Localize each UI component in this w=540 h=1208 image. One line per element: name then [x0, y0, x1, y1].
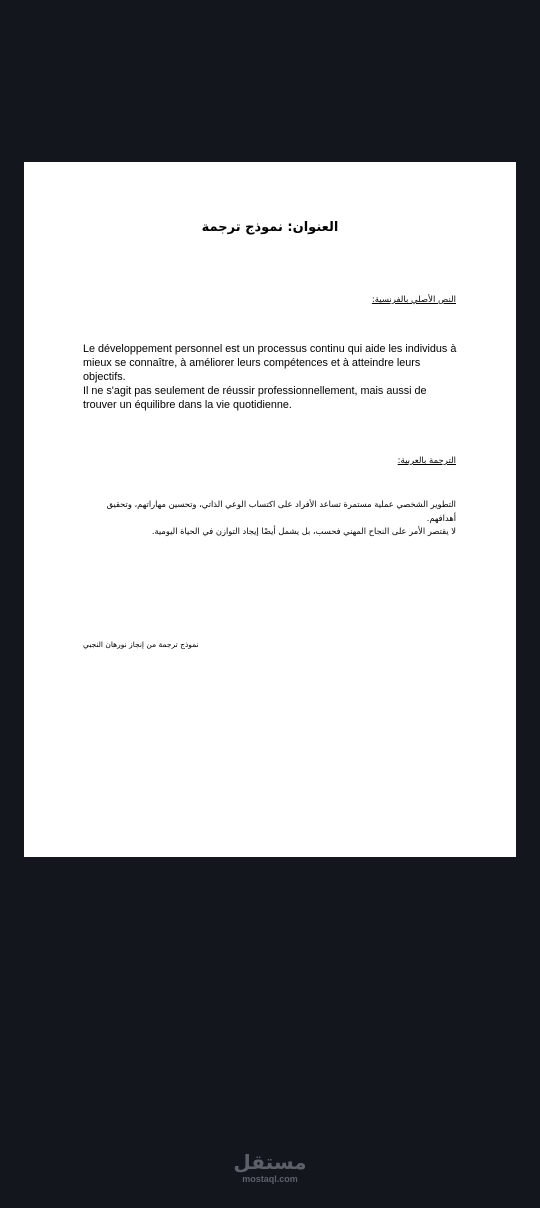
arabic-section-heading: الترجمة بالعربية: — [397, 456, 456, 466]
french-original-text — [83, 342, 459, 412]
watermark-logo: مستقل — [233, 1150, 307, 1174]
arabic-paragraph: التطوير الشخصي عملية مستمرة تساعد الأفراد على اكتساب الوعي الذاتي، وتحسين مهاراتهم، وتحقيق أهدافهم. — [106, 499, 456, 523]
mostaql-watermark — [0, 1150, 540, 1184]
document-page — [24, 162, 516, 857]
french-paragraph: Le développement personnel est un processus continu qui aide les individus à mieux se connaître, à améliorer leurs compétences et à atteindre leurs objectifs. — [83, 343, 457, 383]
watermark-domain: mostaql.com — [242, 1174, 298, 1184]
arabic-paragraph: لا يقتصر الأمر على النجاح المهني فحسب، بل يشمل أيضًا إيجاد التوازن في الحياة اليومية. — [151, 526, 456, 536]
french-section-heading: النص الأصلي بالفرنسية: — [371, 295, 456, 305]
arabic-translation-text — [104, 498, 456, 539]
footer-note: نموذج ترجمة من إنجاز نورهان النجبي — [83, 640, 199, 649]
document-title: العنوان: نموذج ترجمة — [201, 220, 339, 235]
french-paragraph: Il ne s'agit pas seulement de réussir professionnellement, mais aussi de trouver un équilibre dans la vie quotidienne. — [83, 385, 427, 411]
